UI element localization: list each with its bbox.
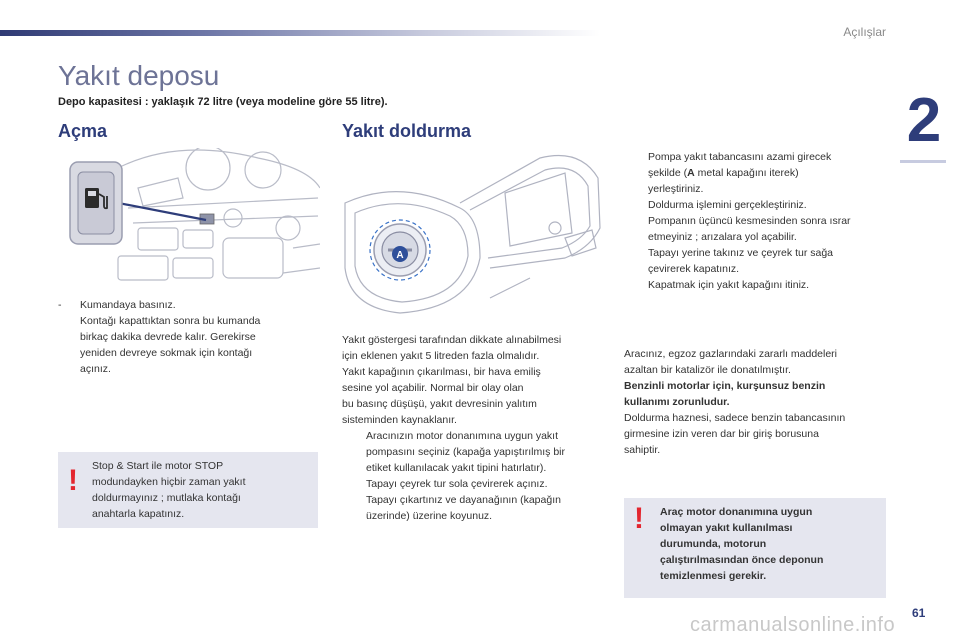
catalyst-paragraph: Aracınız, egzoz gazlarındaki zararlı maddeleri azaltan bir katalizör ile donatılmıştır. Benzinli motorlar için, kurşunsuz benzin kullanımı zorunludur. Doldurma haznesi, sadece benzin tabancasının girmesine izin veren dar bir giriş borusuna sahiptir.: [624, 348, 846, 456]
bullet-icon: [624, 277, 648, 293]
page-number: 61: [912, 606, 926, 620]
tank-capacity: Depo kapasitesi : yaklaşık 72 litre (veya modeline göre 55 litre).: [58, 96, 388, 108]
bullet-icon: [342, 476, 366, 492]
heading-opening: Açma: [58, 121, 108, 141]
bullet-icon: [624, 245, 648, 277]
dash-marker: -: [58, 299, 62, 311]
opening-step-line: açınız.: [80, 363, 111, 375]
fuel-cap-illustration: [340, 148, 612, 316]
opening-instructions: [58, 297, 318, 377]
section-title: Açılışlar: [843, 25, 886, 39]
exclamation-icon: !: [68, 464, 78, 497]
refuelling-steps: Pompa yakıt tabancasını azami girecek şekilde (A metal kapağını iterek) yerleştiriniz. Doldurma işlemini gerçekleştiriniz. Pompanın üçüncü kesmesinden sonra ısrar etmeyiniz ; arızalara yol açabilir. Tapayı yerine takınız ve çeyrek tur sağa çevirerek kapatınız. Kapatmak için yakıt kapağını itiniz.: [624, 149, 886, 293]
chapter-number: 2: [906, 86, 942, 155]
label-a: A: [396, 250, 404, 261]
refuelling-paragraph: Yakıt göstergesi tarafından dikkate alınabilmesi için eklenen yakıt 5 litreden fazla olmalıdır. Yakıt kapağının çıkarılması, bir hava emiliş sesine yol açabilir. Normal bir olay olan bu basınç düşüşü, yakıt devresinin yalıtım sisteminden kaynaklanır. Aracınızın motor donanımına uygun yakıt pompasını seçiniz (kapağa yapıştırılmış bir etiket kullanılacak yakıt tipini hatırlatır). Tapayı çeyrek tur sola çevirerek açınız. Tapayı çıkartınız ve dayanağının (kapağın üzerinde) üzerine koyunuz.: [342, 334, 565, 522]
warning-text: Araç motor donanımına uygun olmayan yakıt kullanılması durumunda, motorun çalıştırılmasından önce deponun temizlenmesi gerekir.: [660, 506, 824, 582]
warning-text: Stop & Start ile motor STOP modundayken hiçbir zaman yakıt doldurmayınız ; mutlaka kontağı anahtarla kapatınız.: [92, 460, 246, 520]
chapter-underline: [900, 160, 946, 163]
wrong-fuel-warning: [624, 498, 886, 598]
heading-refuelling: Yakıt doldurma: [342, 121, 472, 141]
stop-start-warning: [58, 452, 318, 528]
bullet-icon: [624, 149, 648, 197]
bullet-icon: [624, 197, 648, 245]
bullet-icon: [342, 428, 366, 476]
watermark: carmanualsonline.info: [690, 614, 896, 636]
dashboard-illustration: [58, 148, 320, 290]
opening-step-line: Kontağı kapattıktan sonra bu kumanda: [80, 315, 261, 327]
opening-step-line: yeniden devreye sokmak için kontağı: [80, 347, 253, 359]
opening-step-line: Kumandaya basınız.: [80, 299, 176, 311]
page-title: Yakıt deposu: [58, 60, 220, 91]
opening-step-line: birkaç dakika devrede kalır. Gerekirse: [80, 331, 256, 343]
exclamation-icon: !: [634, 502, 644, 535]
header-gradient-bar: [0, 30, 600, 36]
bullet-icon: [342, 492, 366, 524]
